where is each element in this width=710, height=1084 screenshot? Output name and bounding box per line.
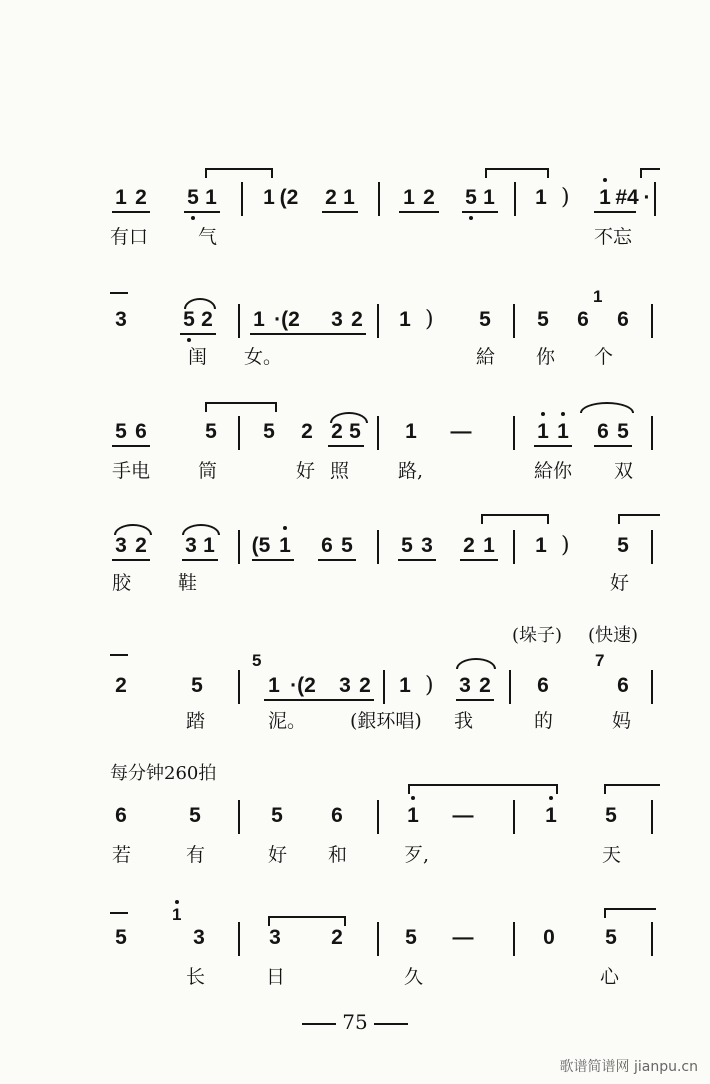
page-number-rule	[374, 1023, 408, 1025]
underline	[322, 211, 358, 213]
page-number-rule	[302, 1023, 336, 1025]
lyric: 闺	[188, 346, 208, 368]
paren: )	[561, 533, 570, 558]
underline	[184, 211, 220, 213]
note: 2	[331, 420, 343, 443]
barline	[383, 670, 385, 704]
note: 6	[135, 420, 147, 443]
lyric: 的	[534, 710, 554, 732]
underline	[462, 211, 498, 213]
lyric: 有	[186, 844, 206, 866]
lyric: 手电	[112, 460, 151, 482]
note: 5	[537, 308, 549, 331]
lyric: 有口	[110, 226, 149, 248]
note: 6	[115, 804, 127, 827]
note: 2	[331, 926, 343, 949]
barline	[651, 922, 653, 956]
lyric: 和	[328, 844, 348, 866]
note: 5	[191, 674, 203, 697]
note: 5	[605, 926, 617, 949]
note: 1	[599, 186, 611, 209]
dash: —	[452, 804, 474, 827]
barline	[509, 670, 511, 704]
note: (5	[251, 534, 271, 557]
lyric: 我	[454, 710, 474, 732]
lyric: 长	[186, 966, 206, 988]
note: 1	[399, 308, 411, 331]
note: 5	[341, 534, 353, 557]
note: 1	[115, 186, 127, 209]
note: 6	[617, 674, 629, 697]
barline	[513, 800, 515, 834]
note: 1	[263, 186, 275, 209]
paren: )	[561, 185, 570, 210]
barline	[513, 922, 515, 956]
note: 3	[331, 308, 343, 331]
grace-note: 7	[595, 651, 605, 670]
note: 1	[483, 534, 495, 557]
barline	[377, 800, 379, 834]
tie	[205, 402, 277, 412]
barline	[651, 800, 653, 834]
lyric: 久	[404, 966, 424, 988]
low-dot	[469, 216, 473, 220]
lyric: 若	[112, 844, 132, 866]
underline	[252, 559, 294, 561]
note: 1	[407, 804, 419, 827]
note: 6	[597, 420, 609, 443]
barline	[377, 922, 379, 956]
note: 1	[253, 308, 265, 331]
note: 5	[115, 926, 127, 949]
underline	[594, 211, 636, 213]
note: 3	[193, 926, 205, 949]
note: 6	[577, 308, 589, 331]
lyric: 天	[602, 844, 622, 866]
barline	[238, 530, 240, 564]
note: 1	[403, 186, 415, 209]
tie	[205, 168, 273, 178]
note: 5	[115, 420, 127, 443]
high-dot	[541, 412, 545, 416]
barline	[238, 922, 240, 956]
barline	[378, 182, 380, 216]
underline	[318, 559, 356, 561]
lyric: 路,	[398, 460, 424, 482]
note: ·(2	[274, 308, 300, 331]
tie	[268, 916, 346, 926]
page-number	[0, 1010, 710, 1034]
note: 2	[479, 674, 491, 697]
note: 3	[185, 534, 197, 557]
note: 5	[183, 308, 195, 331]
note: 2	[423, 186, 435, 209]
tie	[604, 908, 656, 918]
tie	[485, 168, 549, 178]
note: 2	[463, 534, 475, 557]
note: #4	[615, 186, 639, 209]
note: 5	[189, 804, 201, 827]
barline	[654, 182, 656, 216]
note: 2	[359, 674, 371, 697]
tie	[618, 514, 660, 524]
slur	[580, 402, 634, 413]
barline	[651, 530, 653, 564]
paren: )	[425, 673, 434, 698]
note: 5	[263, 420, 275, 443]
note: 5	[465, 186, 477, 209]
barline	[377, 416, 379, 450]
note: 5	[405, 926, 417, 949]
barline	[238, 416, 240, 450]
lyric: 女。	[244, 346, 283, 368]
underline	[328, 445, 364, 447]
underline	[250, 333, 366, 335]
note: 5	[617, 534, 629, 557]
lyric: 給你	[534, 460, 573, 482]
lyric: 双	[614, 460, 634, 482]
note: 1	[399, 674, 411, 697]
tempo-label: (快速)	[588, 625, 639, 646]
tie	[481, 514, 549, 524]
note: 2	[201, 308, 213, 331]
lyric: 歹,	[404, 844, 430, 866]
tie	[604, 784, 660, 794]
barline	[513, 416, 515, 450]
underline	[594, 445, 632, 447]
barline	[513, 530, 515, 564]
tie-continuation	[110, 912, 128, 914]
tie-continuation	[110, 654, 128, 656]
underline	[180, 333, 216, 335]
grace-note: 5	[252, 651, 262, 670]
barline	[377, 530, 379, 564]
note: 1	[343, 186, 355, 209]
slur	[456, 658, 496, 669]
note: 3	[421, 534, 433, 557]
lyric: (銀环唱)	[350, 710, 422, 732]
note: 2	[135, 186, 147, 209]
lyric: 心	[600, 966, 620, 988]
note: 6	[537, 674, 549, 697]
page-number-text: 75	[342, 1010, 368, 1034]
note: ·(2	[290, 674, 316, 697]
note: 5	[401, 534, 413, 557]
paren: )	[425, 307, 434, 332]
note: 1	[535, 186, 547, 209]
barline	[241, 182, 243, 216]
note: 6	[617, 308, 629, 331]
tie	[640, 168, 660, 178]
note: 1	[279, 534, 291, 557]
note: 5	[271, 804, 283, 827]
grace-note: 1	[593, 287, 603, 306]
note: 6	[321, 534, 333, 557]
tie-continuation	[110, 292, 128, 294]
underline	[112, 211, 150, 213]
note: 3	[115, 308, 127, 331]
lyric: 好	[296, 460, 316, 482]
note: 1	[537, 420, 549, 443]
dash: —	[452, 926, 474, 949]
low-dot	[187, 338, 191, 342]
lyric: 踏	[186, 710, 206, 732]
underline	[399, 211, 439, 213]
lyric: 泥。	[268, 710, 307, 732]
note: 5	[605, 804, 617, 827]
underline	[398, 559, 436, 561]
lyric: 不忘	[594, 226, 633, 248]
barline	[651, 304, 653, 338]
high-dot	[603, 178, 607, 182]
underline	[534, 445, 572, 447]
barline	[238, 304, 240, 338]
note: 5	[187, 186, 199, 209]
tie	[408, 784, 558, 794]
note: 3	[459, 674, 471, 697]
note: 2	[135, 534, 147, 557]
barline	[651, 670, 653, 704]
note: 5	[205, 420, 217, 443]
underline	[264, 699, 374, 701]
note: 1	[557, 420, 569, 443]
note: 1	[535, 534, 547, 557]
lyric: 好	[268, 844, 288, 866]
note: 6	[331, 804, 343, 827]
note: 3	[269, 926, 281, 949]
barline	[238, 670, 240, 704]
lyric: 照	[330, 460, 350, 482]
lyric: 鞋	[178, 572, 198, 594]
lyric: 給	[476, 346, 496, 368]
high-dot	[175, 900, 179, 904]
note: 1	[545, 804, 557, 827]
note: (2	[279, 186, 299, 209]
note: ·	[643, 186, 651, 209]
section-label: (垛子)	[512, 625, 563, 646]
barline	[513, 304, 515, 338]
underline	[460, 559, 498, 561]
low-dot	[191, 216, 195, 220]
lyric: 个	[594, 346, 614, 368]
barline	[651, 416, 653, 450]
grace-note: 1	[172, 905, 182, 924]
high-dot	[549, 796, 553, 800]
note: 1	[483, 186, 495, 209]
note: 1	[203, 534, 215, 557]
note: 5	[617, 420, 629, 443]
high-dot	[561, 412, 565, 416]
lyric: 筒	[198, 460, 218, 482]
note: 1	[268, 674, 280, 697]
note: 2	[325, 186, 337, 209]
note: 5	[479, 308, 491, 331]
note: 0	[543, 926, 555, 949]
note: 2	[115, 674, 127, 697]
dash: —	[450, 420, 472, 443]
note: 3	[339, 674, 351, 697]
note: 3	[115, 534, 127, 557]
barline	[377, 304, 379, 338]
lyric: 好	[610, 572, 630, 594]
note: 2	[301, 420, 313, 443]
lyric: 妈	[612, 710, 632, 732]
lyric: 你	[536, 346, 556, 368]
underline	[456, 699, 494, 701]
note: 2	[351, 308, 363, 331]
barline	[238, 800, 240, 834]
lyric: 胶	[112, 572, 132, 594]
lyric: 气	[198, 226, 218, 248]
note: 1	[405, 420, 417, 443]
underline	[112, 559, 150, 561]
lyric: 日	[266, 966, 286, 988]
barline	[514, 182, 516, 216]
high-dot	[411, 796, 415, 800]
underline	[182, 559, 218, 561]
watermark: 歌谱简谱网 jianpu.cn	[559, 1059, 698, 1075]
underline	[112, 445, 150, 447]
tempo-marking: 每分钟260拍	[110, 763, 217, 784]
high-dot	[283, 526, 287, 530]
note: 1	[205, 186, 217, 209]
note: 5	[349, 420, 361, 443]
